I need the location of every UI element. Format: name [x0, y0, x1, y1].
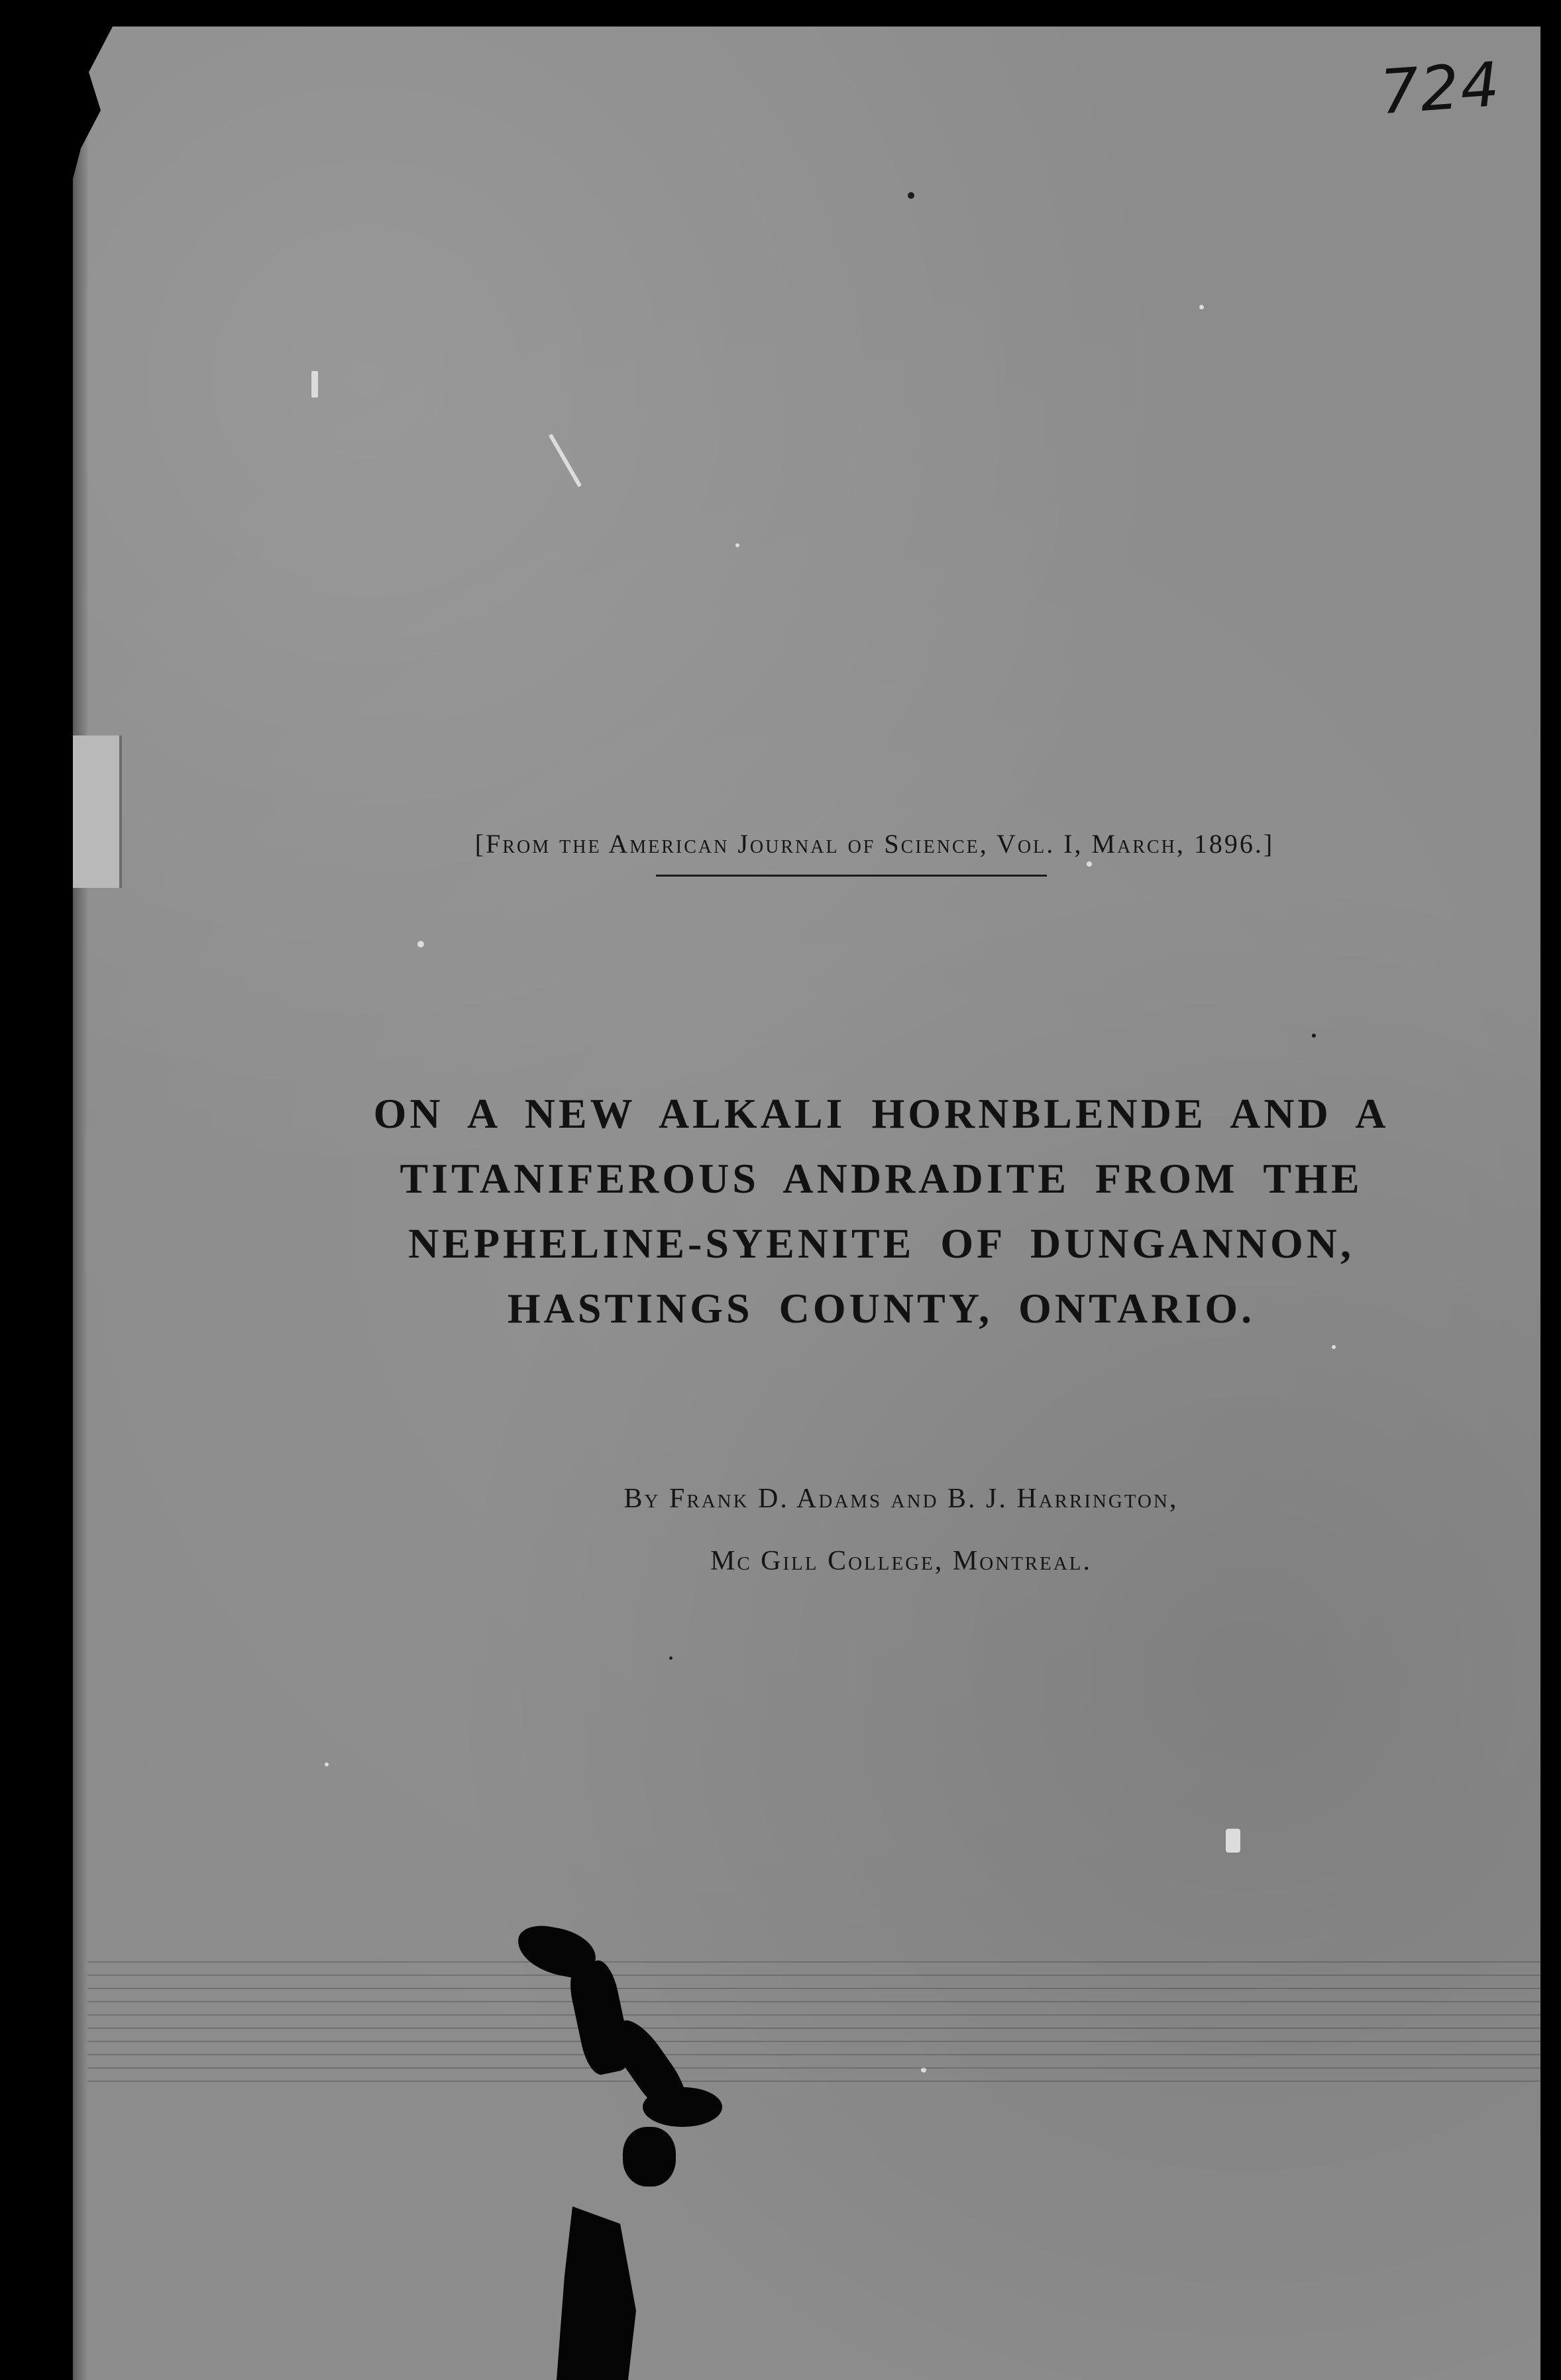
catalog-number: 724	[1377, 48, 1503, 129]
paper-speck	[311, 371, 318, 398]
paper-spot	[908, 192, 914, 199]
paper-speck	[735, 543, 739, 547]
ruled-lines-texture	[87, 1961, 1540, 2094]
ink-stain	[623, 2127, 676, 2187]
paper-speck	[1087, 861, 1092, 867]
pamphlet-cover	[73, 27, 1540, 2380]
paper-speck	[1199, 305, 1204, 309]
paper-tab	[73, 735, 122, 888]
byline-affiliation: Mc Gill College, Montreal.	[710, 1546, 1093, 1576]
ink-stain	[643, 2087, 722, 2127]
ink-stain	[557, 2206, 636, 2380]
title-line: HASTINGS COUNTY, ONTARIO.	[507, 1285, 1256, 1332]
paper-speck	[1332, 1345, 1336, 1349]
byline-authors: By Frank D. Adams and B. J. Harrington,	[623, 1484, 1179, 1514]
paper-spot	[669, 1656, 673, 1660]
torn-corner	[73, 27, 113, 179]
title-line: TITANIFEROUS ANDRADITE FROM THE	[400, 1155, 1363, 1202]
journal-citation: [From the American Journal of Science, Vol. I, March, 1896.]	[474, 829, 1275, 859]
paper-speck	[549, 434, 582, 488]
page-left-edge	[73, 27, 87, 2380]
author-byline	[444, 1468, 1358, 1592]
paper-speck	[1226, 1829, 1240, 1853]
citation-underline	[656, 875, 1047, 877]
title-line: ON A NEW ALKALI HORNBLENDE AND A	[373, 1090, 1389, 1137]
article-title	[325, 1081, 1438, 1341]
paper-spot	[1312, 1034, 1316, 1038]
paper-speck	[325, 1762, 329, 1766]
paper-speck	[417, 941, 424, 947]
title-line: NEPHELINE-SYENITE OF DUNGANNON,	[408, 1220, 1354, 1267]
